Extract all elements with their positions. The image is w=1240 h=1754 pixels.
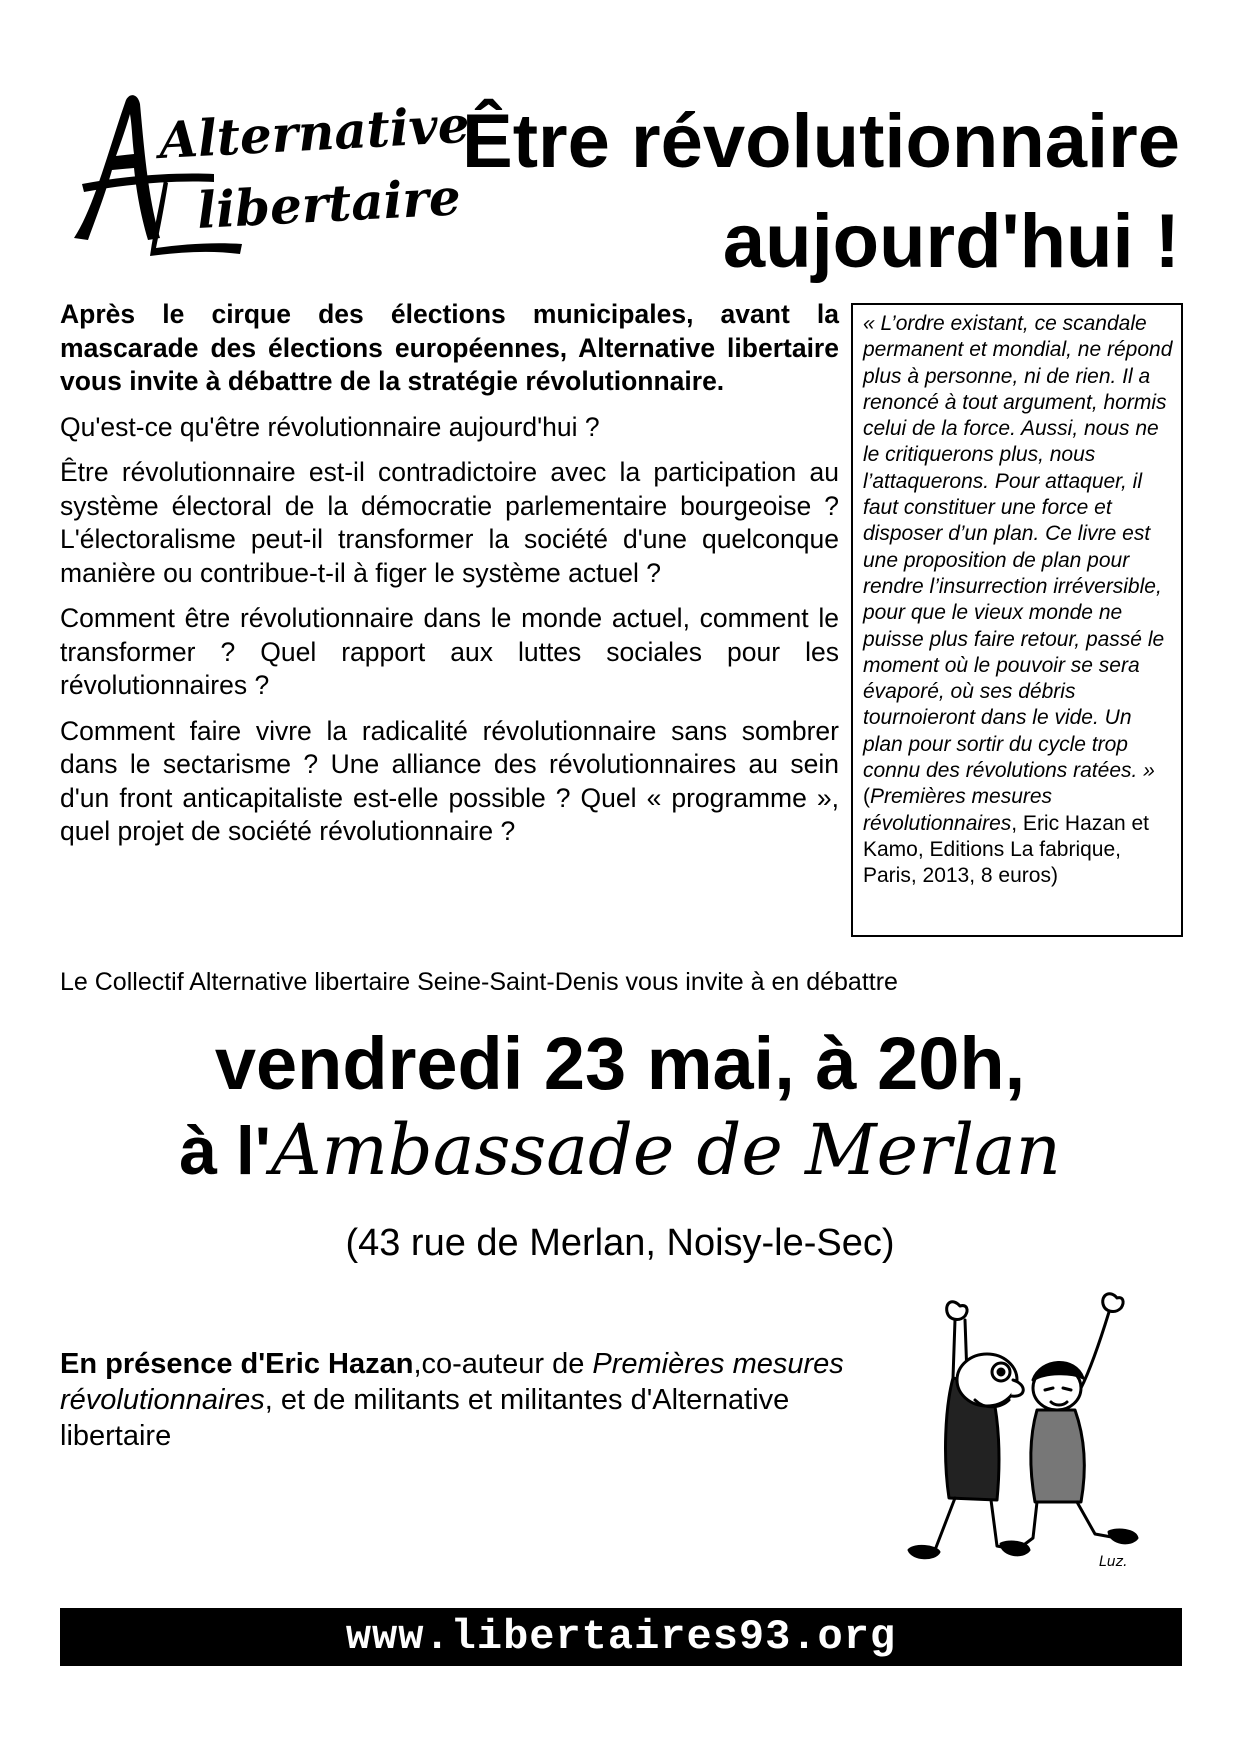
left-head-shape: [957, 1354, 1017, 1406]
left-shoe-1: [909, 1546, 939, 1557]
page-title-line-1: Être révolutionnaire: [462, 99, 1180, 184]
logo-word-1: Alternative: [157, 94, 471, 170]
guest-book-title: Premières mesures révolutionnaires: [60, 1348, 844, 1416]
invitation-line: Le Collectif Alternative libertaire Seine-Saint-Denis vous invite à en débattre: [60, 968, 898, 996]
footer-website-bar: [60, 1608, 1182, 1666]
footer-website-url: www.libertaires93.org: [345, 1613, 897, 1661]
cartoon-illustration: [905, 1288, 1155, 1573]
book-quote-open-paren: (: [863, 785, 870, 809]
event-venue-prefix: à l': [179, 1113, 271, 1189]
event-venue: [0, 1108, 1240, 1193]
left-fist-icon: [947, 1302, 967, 1320]
question-paragraph-2: Être révolutionnaire est-il contradictoire avec la participation au système électoral de la démocratie parlementaire bourgeoise ? L'électoralisme peut-il transformer la société d'une quelconque manière ou contribue-t-il à figer le système actuel ?: [60, 457, 839, 588]
book-quote-title: Premières mesures révolutionnaires: [863, 785, 1053, 835]
right-body-shape: [1031, 1410, 1085, 1502]
guest-text-part-2: , et de militants et militantes d'Alternative libertaire: [60, 1384, 790, 1452]
question-paragraph-4: Comment faire vivre la radicalité révolutionnaire sans sombrer dans le sectarisme ? Une alliance des révolutionnaires au sein d'un front anticapitaliste est-elle possible ? Quel « programme », quel projet de société révolutionnaire ?: [60, 715, 839, 846]
book-quote-box: [851, 303, 1183, 937]
right-shoe: [1109, 1530, 1137, 1543]
cartoon-signature: Luz.: [1099, 1554, 1128, 1570]
right-arm-line: [1081, 1312, 1109, 1388]
book-quote-source: , Eric Hazan et Kamo, Editions La fabrique, Paris, 2013, 8 euros): [863, 811, 1149, 888]
right-fist-icon: [1103, 1294, 1123, 1312]
guest-presence-text: [60, 1346, 880, 1454]
event-date: vendredi 23 mai, à 20h,: [214, 1022, 1026, 1105]
question-paragraph-3: Comment être révolutionnaire dans le monde actuel, comment le transformer ? Quel rapport aux luttes sociales pour les révolutionnaires ?: [60, 603, 839, 700]
event-address: (43 rue de Merlan, Noisy-le-Sec): [345, 1222, 895, 1264]
guest-text-part-1: ,co-auteur de: [413, 1348, 593, 1380]
logo-graphic: [64, 88, 471, 258]
left-nose-shape: [1011, 1380, 1023, 1396]
logo-a-stroke: [74, 95, 160, 240]
question-paragraph-1: Qu'est-ce qu'être révolutionnaire aujourd'hui ?: [60, 411, 600, 442]
page-title-line-2: aujourd'hui !: [722, 199, 1180, 284]
left-arm-line: [953, 1320, 955, 1378]
lead-paragraph: Après le cirque des élections municipales, avant la mascarade des élections européennes, Alternative libertaire vous invite à débattre de la stratégie révolutionnaire.: [60, 299, 839, 396]
event-venue-name: Ambassade de Merlan: [270, 1109, 1061, 1191]
left-pupil-shape: [998, 1369, 1004, 1375]
cartoon-drawing: [905, 1288, 1155, 1573]
logo-alternative-libertaire: [64, 88, 471, 258]
book-quote-text: « L’ordre existant, ce scandale permanent et mondial, ne répond plus à personne, ni de rien. Il a renoncé à tout argument, hormis celui de la force. Aussi, nous ne le critiquerons plus, nous l’attaquerons. Pour attaquer, il faut constituer une force et disposer d’un plan. Ce livre est une proposition de plan pour rendre l’insurrection irréversible, pour que le vieux monde ne puisse plus faire retour, passé le moment où le pouvoir se sera évaporé, où ses débris tournoieront dans le vide. Un plan pour sortir du cycle trop connu des révolutions ratées. »: [863, 312, 1173, 783]
page-title: [420, 92, 1180, 292]
logo-word-2: libertaire: [195, 167, 463, 240]
guest-name: En présence d'Eric Hazan: [60, 1348, 414, 1380]
main-text-column: [60, 298, 839, 861]
